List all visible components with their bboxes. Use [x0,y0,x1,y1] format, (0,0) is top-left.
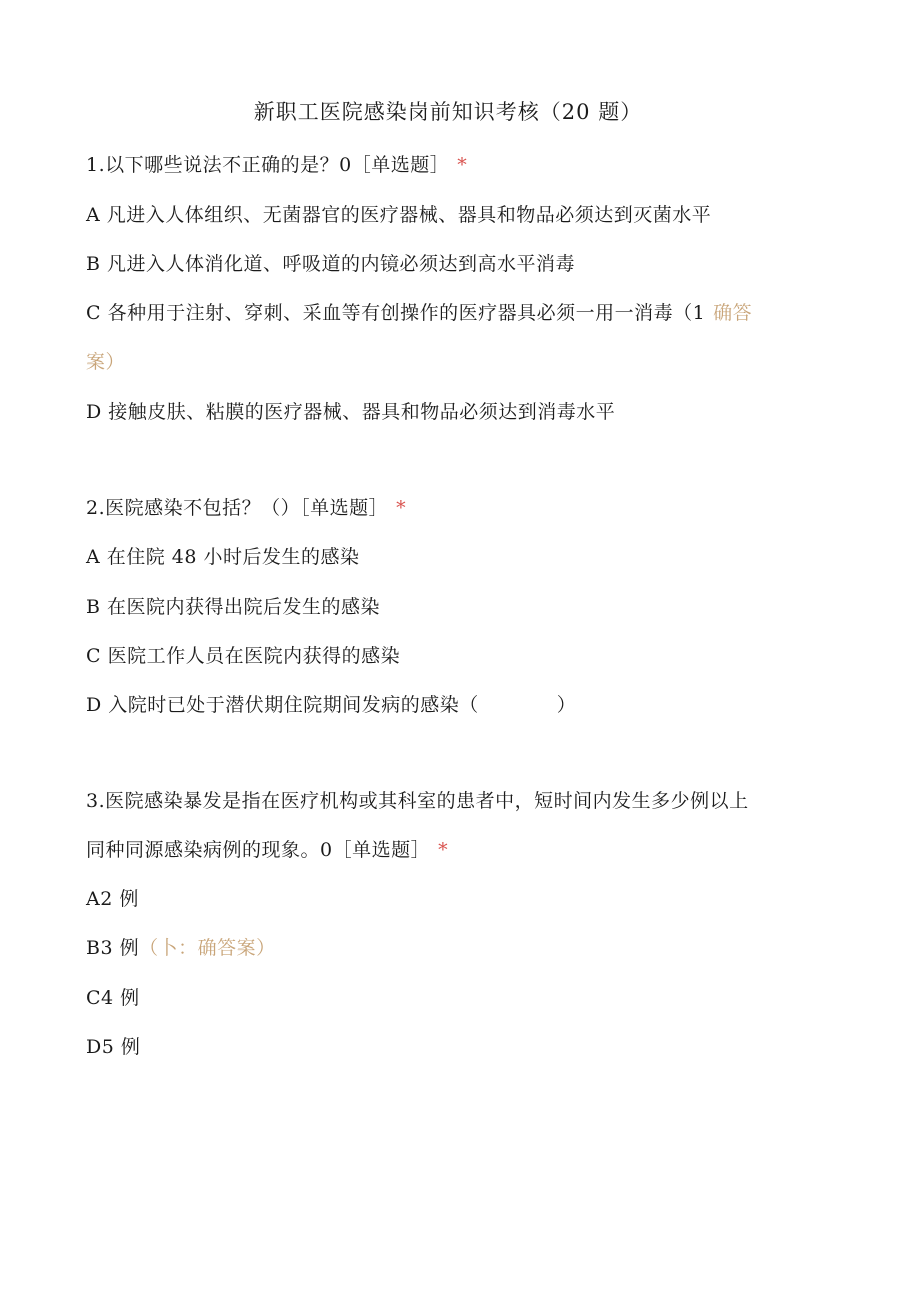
question-3-option-d: D5 例 [86,1036,141,1058]
question-3-line-2 [86,835,448,862]
question-3-text: 同种同源感染病例的现象。0［单选题］ [86,839,431,861]
question-2-text: 2.医院感染不包括？（）［单选题］ [86,497,389,519]
question-2-option-c: C 医院工作人员在医院内获得的感染 [86,645,401,667]
required-mark: * [396,497,407,519]
question-3-option-b [86,933,276,960]
question-1-option-c [86,298,752,325]
question-2-option-d: D 入院时已处于潜伏期住院期间发病的感染（ ） [86,694,577,716]
question-1-option-b: B 凡进入人体消化道、呼吸道的内镜必须达到高水平消毒 [86,253,576,275]
question-3-option-a: A2 例 [86,888,139,910]
question-2-option-b: B 在医院内获得出院后发生的感染 [86,596,381,618]
answer-marker-continued: 案） [86,351,126,373]
required-mark: * [457,154,468,176]
answer-marker: 确答 [713,302,753,324]
required-mark: * [438,839,449,861]
question-1-option-d: D 接触皮肤、粘膜的医疗器械、器具和物品必须达到消毒水平 [86,401,616,423]
question-1-option-c-text: C 各种用于注射、穿刺、采血等有创操作的医疗器具必须一用一消毒（1 [86,302,706,324]
question-1-option-a: A 凡进入人体组织、无菌器官的医疗器械、器具和物品必须达到灭菌水平 [86,204,712,226]
answer-marker: （卜：确答案） [139,937,276,959]
question-3-option-c: C4 例 [86,987,140,1009]
question-3-line-1: 3.医院感染暴发是指在医疗机构或其科室的患者中，短时间内发生多少例以上 [86,790,749,812]
question-2-option-a: A 在住院 48 小时后发生的感染 [86,546,360,568]
question-2 [86,493,406,520]
question-1 [86,150,467,177]
question-1-text: 1.以下哪些说法不正确的是？0［单选题］ [86,154,450,176]
page-title: 新职工医院感染岗前知识考核（20 题） [253,100,643,124]
question-3-option-b-text: B3 例 [86,937,140,959]
